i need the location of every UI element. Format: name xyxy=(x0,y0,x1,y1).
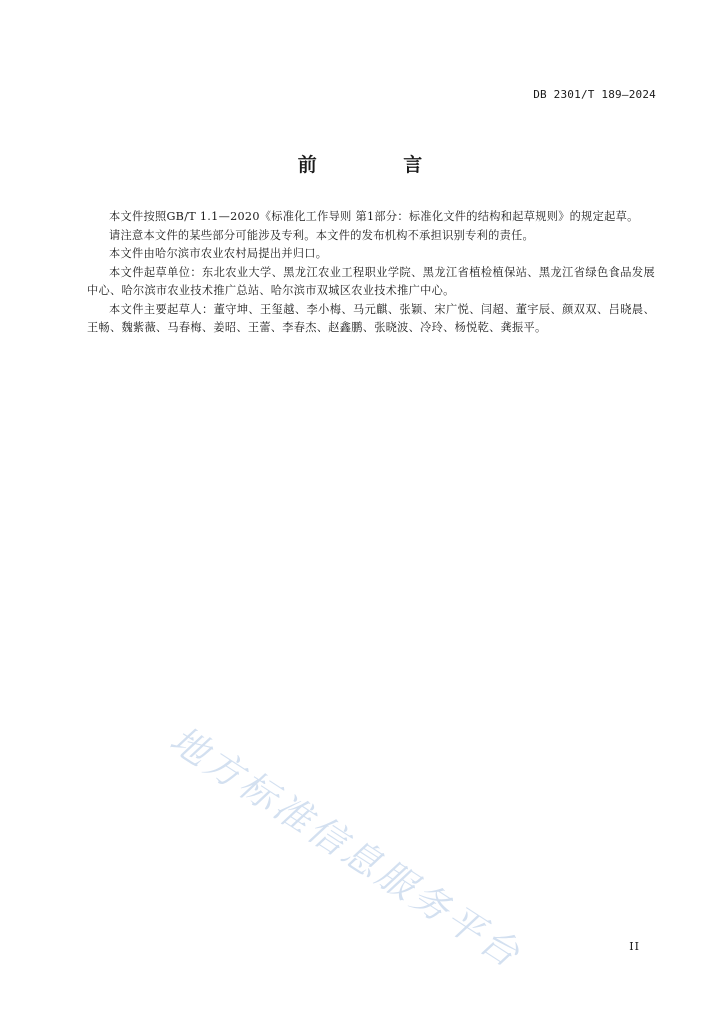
standard-code: DB 2301/T 189—2024 xyxy=(533,88,656,101)
foreword-body xyxy=(87,208,655,338)
paragraph-drafters: 本文件主要起草人：董守坤、王玺越、李小梅、马元麒、张颖、宋广悦、闫超、董宇辰、颜双双、吕晓晨、王畅、魏紫薇、马春梅、姜昭、王蕾、李春杰、赵鑫鹏、张晓波、冷玲、杨悦乾、龚振平。 xyxy=(87,302,655,334)
paragraph-drafting-rules: 本文件按照GB/T 1.1—2020《标准化工作导则 第1部分：标准化文件的结构和起草规则》的规定起草。 xyxy=(109,210,639,223)
paragraph-proposer: 本文件由哈尔滨市农业农村局提出并归口。 xyxy=(109,247,328,260)
paragraph-patent-notice: 请注意本文件的某些部分可能涉及专利。本文件的发布机构不承担识别专利的责任。 xyxy=(109,228,535,242)
section-title: 前 言 xyxy=(297,154,463,176)
paragraph-drafting-units: 本文件起草单位：东北农业大学、黑龙江农业工程职业学院、黑龙江省植检植保站、黑龙江省绿色食品发展中心、哈尔滨市农业技术推广总站、哈尔滨市双城区农业技术推广中心。 xyxy=(87,265,655,297)
page-number: II xyxy=(629,940,640,953)
watermark-text: 地方标准信息服务平台 xyxy=(162,717,530,978)
